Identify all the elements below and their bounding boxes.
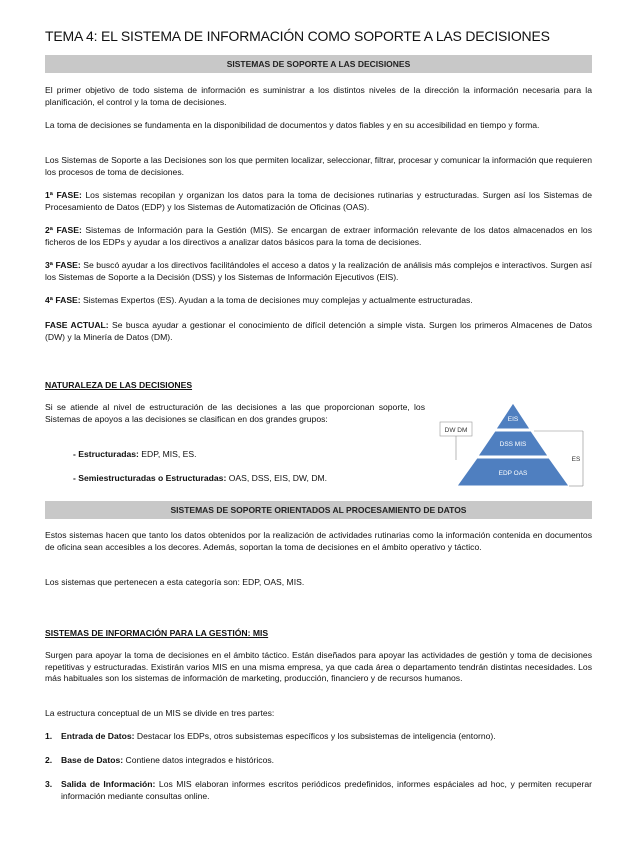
paragraph-objetivo: El primer objetivo de todo sistema de información es suministrar a los distintos niveles de la dirección la información necesaria para la planificación, el control y la toma de decisiones. [45, 85, 592, 107]
bullet-estructuradas-text: EDP, MIS, ES. [138, 449, 197, 459]
list-item-entrada-label: Entrada de Datos: [61, 731, 135, 741]
list-item-base-datos-label: Base de Datos: [61, 755, 124, 765]
pyramid-top-label: EIS [507, 416, 519, 423]
list-item-entrada [61, 731, 592, 743]
bullet-semiestructuradas-text: OAS, DSS, EIS, DW, DM. [226, 473, 328, 483]
bullet-semiestructuradas-label: - Semiestructuradas o Estructuradas: [73, 473, 227, 483]
fase-3-label: 3ª FASE: [45, 260, 81, 270]
paragraph-fase-3 [45, 260, 592, 283]
paragraph-fase-2 [45, 225, 592, 248]
paragraph-sistemas-soporte: Los Sistemas de Soporte a las Decisiones son los que permiten localizar, seleccionar, filtrar, procesar y comunicar la información que requieren los procesos de toma de decisiones. [45, 155, 592, 177]
pyramid-middle-label: DSS MIS [499, 441, 527, 448]
left-label: DW DM [444, 427, 468, 434]
fase-2-label: 2ª FASE: [45, 225, 82, 235]
heading-mis: SISTEMAS DE INFORMACIÓN PARA LA GESTIÓN: MIS [45, 628, 269, 638]
paragraph-fase-4 [45, 295, 592, 307]
paragraph-procesamiento: Estos sistemas hacen que tanto los datos obtenidos por la realización de actividades rutinarias como la información contenida en documentos de oficina sean accesibles a los decores. Además, soportan la toma de decisiones en el ámbito operativo y táctico. [45, 530, 592, 552]
paragraph-categoria: Los sistemas que pertenecen a esta categoría son: EDP, OAS, MIS. [45, 577, 305, 587]
list-item-salida [61, 779, 592, 802]
fase-1-label: 1ª FASE: [45, 190, 82, 200]
page-title: TEMA 4: EL SISTEMA DE INFORMACIÓN COMO SOPORTE A LAS DECISIONES [45, 28, 550, 44]
section-bar-procesamiento: SISTEMAS DE SOPORTE ORIENTADOS AL PROCESAMIENTO DE DATOS [45, 501, 592, 519]
right-label: ES [571, 456, 581, 463]
heading-naturaleza: NATURALEZA DE LAS DECISIONES [45, 380, 193, 390]
paragraph-fase-1 [45, 190, 592, 213]
list-number-3: 3. [45, 779, 53, 789]
bullet-estructuradas [73, 449, 197, 461]
fase-actual-label: FASE ACTUAL: [45, 320, 109, 330]
fase-actual-text: Se busca ayudar a gestionar el conocimiento de difícil detención a simple vista. Surgen los primeros Almacenes de Datos (DW) y la Minería de Datos (DM). [45, 320, 593, 342]
list-number-1: 1. [45, 731, 53, 741]
bullet-semiestructuradas [73, 473, 327, 485]
fase-3-text: Se buscó ayudar a los directivos facilitándoles el acceso a datos y la realización de análisis más complejos e interactivos. Surgen así los Sistemas de Soporte a la Decisión (DSS) y los Sistemas de Información Ejecutivos (EIS). [45, 260, 593, 282]
paragraph-fase-actual [45, 320, 592, 343]
paragraph-estructura: La estructura conceptual de un MIS se divide en tres partes: [45, 708, 275, 718]
list-number-2: 2. [45, 755, 53, 765]
list-item-base-datos [61, 755, 592, 767]
fase-1-text: Los sistemas recopilan y organizan los datos para la toma de decisiones rutinarias y estructuradas. Surgen así los Sistemas de Procesamiento de Datos (EDP) y los Sistemas de Automatización de Oficinas (OAS). [45, 190, 592, 212]
bullet-estructuradas-label: - Estructuradas: [73, 449, 139, 459]
paragraph-mis: Surgen para apoyar la toma de decisiones en el ámbito táctico. Están diseñados para apoyar las actividades de gestión y toma de decisiones repetitivas y estructuradas. Existirán varios MIS en una misma empresa, ya que cada área o departamento tendrán distintas necesidades. Los más habituales son los sistemas de información de marketing, producción, financiero y de recursos humanos. [45, 650, 592, 684]
list-item-base-datos-text: Contiene datos integrados e históricos. [123, 755, 275, 765]
list-item-salida-text: Los MIS elaboran informes escritos periódicos predefinidos, informes espáciales ad hoc, y permiten recuperar información mediante consultas online. [61, 779, 592, 801]
section-bar-soporte-decisiones: SISTEMAS DE SOPORTE A LAS DECISIONES [45, 55, 592, 73]
pyramid-diagram [438, 398, 598, 490]
list-item-salida-label: Salida de Información: [61, 779, 156, 789]
fase-4-label: 4ª FASE: [45, 295, 81, 305]
paragraph-naturaleza: Si se atiende al nivel de estructuración de las decisiones a las que proporcionan soporte, los Sistemas de apoyos a las decisiones se clasifican en dos grandes grupos: [45, 402, 425, 424]
fase-4-text: Sistemas Expertos (ES). Ayudan a la toma de decisiones muy complejas y actualmente estructuradas. [80, 295, 473, 305]
list-item-entrada-text: Destacar los EDPs, otros subsistemas específicos y los subsistemas de inteligencia (entorno). [134, 731, 496, 741]
pyramid-bottom-label: EDP OAS [498, 470, 528, 477]
paragraph-toma-decisiones: La toma de decisiones se fundamenta en la disponibilidad de documentos y datos fiables y en su accesibilidad en tiempo y forma. [45, 120, 540, 130]
fase-2-text: Sistemas de Información para la Gestión (MIS). Se encargan de extraer información relevante de los datos almacenados en los ficheros de los EDPs y ayudar a los directivos a analizar datos básicos para la toma de decisiones. [45, 225, 592, 247]
